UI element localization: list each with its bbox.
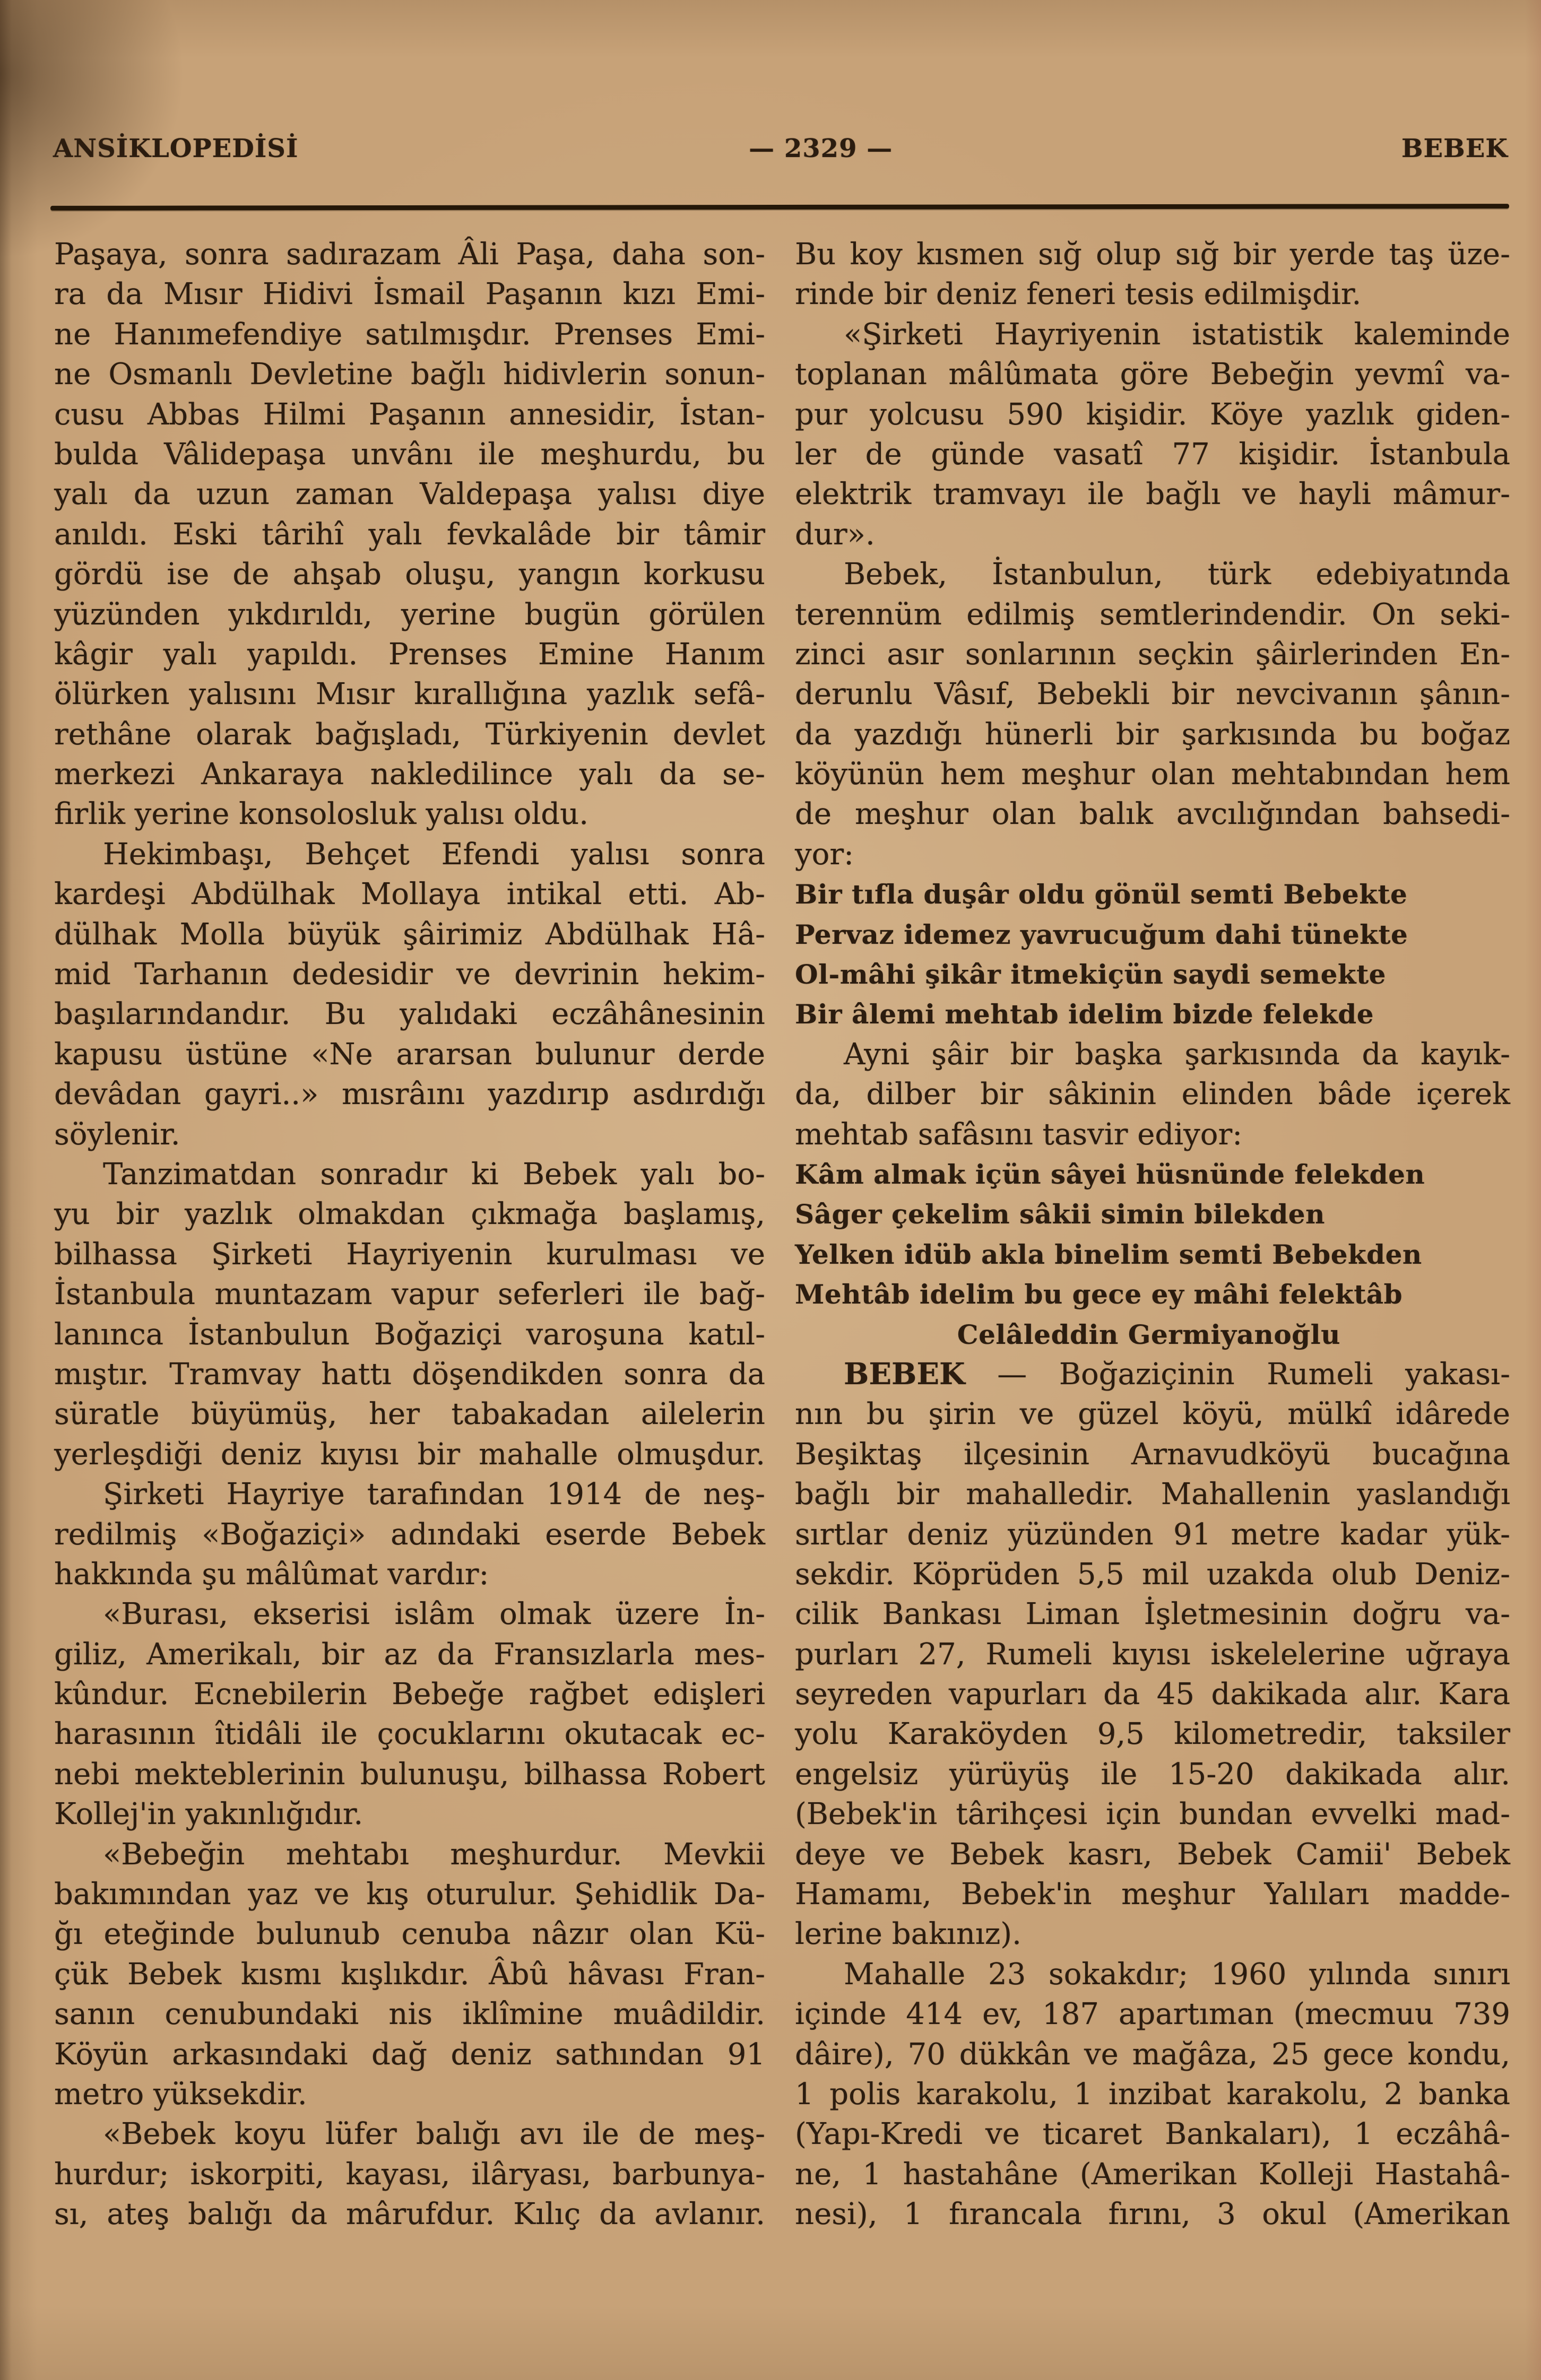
text-line: Bebek, İstanbulun, türk edebiyatında — [844, 557, 1510, 592]
text-line: yu bir yazlık olmakdan çıkmağa başlamış, — [54, 1197, 765, 1232]
text-line: sı, ateş balığı da mârufdur. Kılıç da avlanır. — [54, 2197, 765, 2232]
text-line: devâdan gayri..» mısrâını yazdırıp asdırdığı — [54, 1077, 765, 1112]
text-line: kûndur. Ecnebilerin Bebeğe rağbet edişleri — [54, 1677, 765, 1712]
text-line: Bir tıfla duşâr oldu gönül semti Bebekte — [795, 879, 1408, 910]
text-line: dur». — [795, 517, 875, 552]
text-line: giliz, Amerikalı, bir az da Fransızlarla mes- — [54, 1637, 765, 1672]
text-line: yolu Karaköyden 9,5 kilometredir, taksiler — [795, 1717, 1510, 1752]
text-line: Beşiktaş ilçesinin Arnavudköyü bucağına — [795, 1437, 1510, 1472]
text-line: engelsiz yürüyüş ile 15-20 dakikada alır. — [795, 1757, 1510, 1792]
page-header — [53, 134, 1508, 163]
text-line: Mehtâb idelim bu gece ey mâhi felektâb — [795, 1279, 1403, 1310]
text-line: Hamamı, Bebek'in meşhur Yalıları madde- — [795, 1877, 1510, 1912]
text-line: «Bebeğin mehtabı meşhurdur. Mevkii — [103, 1837, 765, 1872]
text-line: terennüm edilmiş semtlerindendir. On seki- — [795, 597, 1510, 632]
text-columns — [54, 234, 1510, 2235]
text-line: nebi mekteblerinin bulunuşu, bilhassa Robert — [54, 1757, 765, 1792]
text-line: cusu Abbas Hilmi Paşanın annesidir, İstan- — [54, 397, 765, 432]
text-line: deye ve Bebek kasrı, Bebek Camii' Bebek — [795, 1837, 1510, 1872]
text-line: seyreden vapurları da 45 dakikada alır. Kara — [795, 1677, 1510, 1712]
text-line: dâire), 70 dükkân ve mağâza, 25 gece kondu, — [795, 2037, 1510, 2072]
text-line: redilmiş «Boğaziçi» adındaki eserde Bebek — [54, 1517, 765, 1552]
text-line: Bu koy kısmen sığ olup sığ bir yerde taş üze- — [795, 237, 1510, 272]
text-line: «Burası, ekserisi islâm olmak üzere İn- — [103, 1597, 765, 1632]
text-line: gördü ise de ahşab oluşu, yangın korkusu — [54, 557, 765, 592]
text-line: Köyün arkasındaki dağ deniz sathından 91 — [54, 2037, 765, 2072]
text-line: purları 27, Rumeli kıyısı iskelelerine uğraya — [795, 1637, 1510, 1672]
text-line: kardeşi Abdülhak Mollaya intikal etti. Ab- — [54, 877, 765, 912]
header-rule — [50, 204, 1509, 211]
text-line: yüzünden yıkdırıldı, yerine bugün görülen — [54, 597, 765, 632]
entry-keyword: BEBEK — [1401, 134, 1508, 163]
text-line: bakımından yaz ve kış oturulur. Şehidlik Da- — [54, 1877, 765, 1912]
text-line: rethâne olarak bağışladı, Türkiyenin devlet — [54, 717, 765, 752]
text-line: BEBEK — Boğaziçinin Rumeli yakası- — [844, 1356, 1510, 1392]
text-line: Ayni şâir bir başka şarkısında da kayık- — [844, 1037, 1510, 1072]
text-line: pur yolcusu 590 kişidir. Köye yazlık giden- — [795, 397, 1510, 432]
text-line: da, dilber bir sâkinin elinden bâde içerek — [795, 1077, 1510, 1112]
text-line: nın bu şirin ve güzel köyü, mülkî idârede — [795, 1397, 1510, 1432]
text-line: çük Bebek kısmı kışlıkdır. Âbû hâvası Fran- — [54, 1957, 765, 1992]
text-line: firlik yerine konsolosluk yalısı oldu. — [54, 797, 589, 832]
text-line: lerine bakınız). — [795, 1917, 1021, 1952]
text-line: Paşaya, sonra sadırazam Âli Paşa, daha son- — [54, 237, 765, 272]
text-line: yerleşdiği deniz kıyısı bir mahalle olmuşdur. — [54, 1437, 765, 1472]
text-line: anıldı. Eski târihî yalı fevkalâde bir tâmir — [54, 517, 765, 552]
text-line: içinde 414 ev, 187 apartıman (mecmuu 739 — [795, 1997, 1510, 2032]
text-line: hakkında şu mâlûmat vardır: — [54, 1557, 489, 1592]
text-column-right — [795, 234, 1510, 2235]
text-line: başılarındandır. Bu yalıdaki eczâhânesinin — [54, 997, 765, 1032]
text-line: hurdur; iskorpiti, kayası, ilâryası, barbunya- — [54, 2157, 765, 2192]
text-line: söylenir. — [54, 1117, 180, 1152]
text-line: yalı da uzun zaman Valdepaşa yalısı diye — [54, 477, 765, 512]
text-line: Şirketi Hayriye tarafından 1914 de neş- — [103, 1477, 765, 1512]
text-line: ğı eteğinde bulunub cenuba nâzır olan Kü- — [54, 1917, 765, 1952]
text-line: ra da Mısır Hidivi İsmail Paşanın kızı Emi- — [54, 277, 765, 312]
text-line: bağlı bir mahalledir. Mahallenin yaslandığı — [795, 1477, 1510, 1512]
text-line: metro yüksekdir. — [54, 2077, 307, 2112]
text-line: sekdir. Köprüden 5,5 mil uzakda olub Deniz- — [795, 1557, 1510, 1592]
text-line: bilhassa Şirketi Hayriyenin kurulması ve — [54, 1237, 765, 1272]
text-line: lanınca İstanbulun Boğaziçi varoşuna katıl- — [54, 1317, 765, 1352]
text-line: ne Osmanlı Devletine bağlı hidivlerin sonun- — [54, 357, 765, 392]
text-line: merkezi Ankaraya nakledilince yalı da se- — [54, 757, 765, 792]
text-line: rinde bir deniz feneri tesis edilmişdir. — [795, 277, 1362, 312]
text-line: Yelken idüb akla binelim semti Bebekden — [795, 1238, 1422, 1270]
text-line: bulda Vâlidepaşa unvânı ile meşhurdu, bu — [54, 437, 765, 472]
text-line: Kollej'in yakınlığıdır. — [54, 1797, 363, 1832]
text-column-left — [54, 234, 765, 2235]
text-line: Celâleddin Germiyanoğlu — [957, 1318, 1340, 1350]
text-line: sırtlar deniz yüzünden 91 metre kadar yük- — [795, 1517, 1510, 1552]
text-line: derunlu Vâsıf, Bebekli bir nevcivanın şânın- — [795, 677, 1510, 712]
text-line: yor: — [795, 837, 854, 872]
text-line: Sâger çekelim sâkii simin bilekden — [795, 1198, 1325, 1230]
text-line: köyünün hem meşhur olan mehtabından hem — [795, 757, 1510, 792]
text-line: Kâm almak içün sâyei hüsnünde felekden — [795, 1158, 1425, 1190]
text-line: ler de günde vasatî 77 kişidir. İstanbula — [795, 437, 1510, 472]
text-line: kapusu üstüne «Ne ararsan bulunur derde — [54, 1037, 765, 1072]
text-line: Mahalle 23 sokakdır; 1960 yılında sınırı — [844, 1957, 1510, 1992]
text-line: elektrik tramvayı ile bağlı ve hayli mâmur- — [795, 477, 1510, 512]
text-line: harasının îtidâli ile çocuklarını okutacak ec- — [54, 1717, 765, 1752]
text-line: Ol-mâhi şikâr itmekiçün saydi semekte — [795, 959, 1386, 991]
text-line: 1 polis karakolu, 1 inzibat karakolu, 2 banka — [795, 2077, 1510, 2112]
text-line: cilik Bankası Liman İşletmesinin doğru va- — [795, 1597, 1510, 1632]
text-line: sanın cenubundaki nis iklîmine muâdildir. — [54, 1997, 765, 2032]
text-line: mid Tarhanın dedesidir ve devrinin hekim- — [54, 957, 765, 992]
text-line: ne Hanımefendiye satılmışdır. Prenses Emi- — [54, 317, 765, 352]
text-line: kâgir yalı yapıldı. Prenses Emine Hanım — [54, 637, 765, 672]
text-line: toplanan mâlûmata göre Bebeğin yevmî va- — [795, 357, 1510, 392]
text-line: «Şirketi Hayriyenin istatistik kaleminde — [844, 317, 1510, 352]
text-line: (Yapı-Kredi ve ticaret Bankaları), 1 eczâhâ- — [795, 2117, 1510, 2152]
text-line: de meşhur olan balık avcılığından bahsedi- — [795, 797, 1510, 832]
text-line: Hekimbaşı, Behçet Efendi yalısı sonra — [103, 837, 765, 872]
text-line: da yazdığı hünerli bir şarkısında bu boğaz — [795, 717, 1510, 752]
text-line: İstanbula muntazam vapur seferleri ile bağ- — [54, 1277, 765, 1312]
text-line: mehtab safâsını tasvir ediyor: — [795, 1117, 1243, 1152]
text-line: ölürken yalısını Mısır kırallığına yazlık sefâ- — [54, 677, 765, 712]
text-line: dülhak Molla büyük şâirimiz Abdülhak Hâ- — [54, 917, 765, 952]
text-line: zinci asır sonlarının seçkin şâirlerinden En- — [795, 637, 1510, 672]
text-line: süratle büyümüş, her tabakadan ailelerin — [54, 1397, 765, 1432]
text-line: (Bebek'in târihçesi için bundan evvelki mad- — [795, 1797, 1510, 1832]
text-line: Bir âlemi mehtab idelim bizde felekde — [795, 998, 1374, 1030]
text-line: nesi), 1 fırancala fırını, 3 okul (Amerikan — [795, 2197, 1510, 2232]
running-title: ANSİKLOPEDİSİ — [53, 134, 299, 163]
text-line: mıştır. Tramvay hattı döşendikden sonra da — [54, 1357, 765, 1392]
text-line: «Bebek koyu lüfer balığı avı ile de meş- — [103, 2117, 765, 2152]
text-line: ne, 1 hastahâne (Amerikan Kolleji Hastahâ- — [795, 2157, 1510, 2192]
text-line: Pervaz idemez yavrucuğum dahi tünekte — [795, 918, 1408, 950]
page-number: — 2329 — — [749, 134, 893, 163]
text-line: Tanzimatdan sonradır ki Bebek yalı bo- — [103, 1157, 765, 1192]
